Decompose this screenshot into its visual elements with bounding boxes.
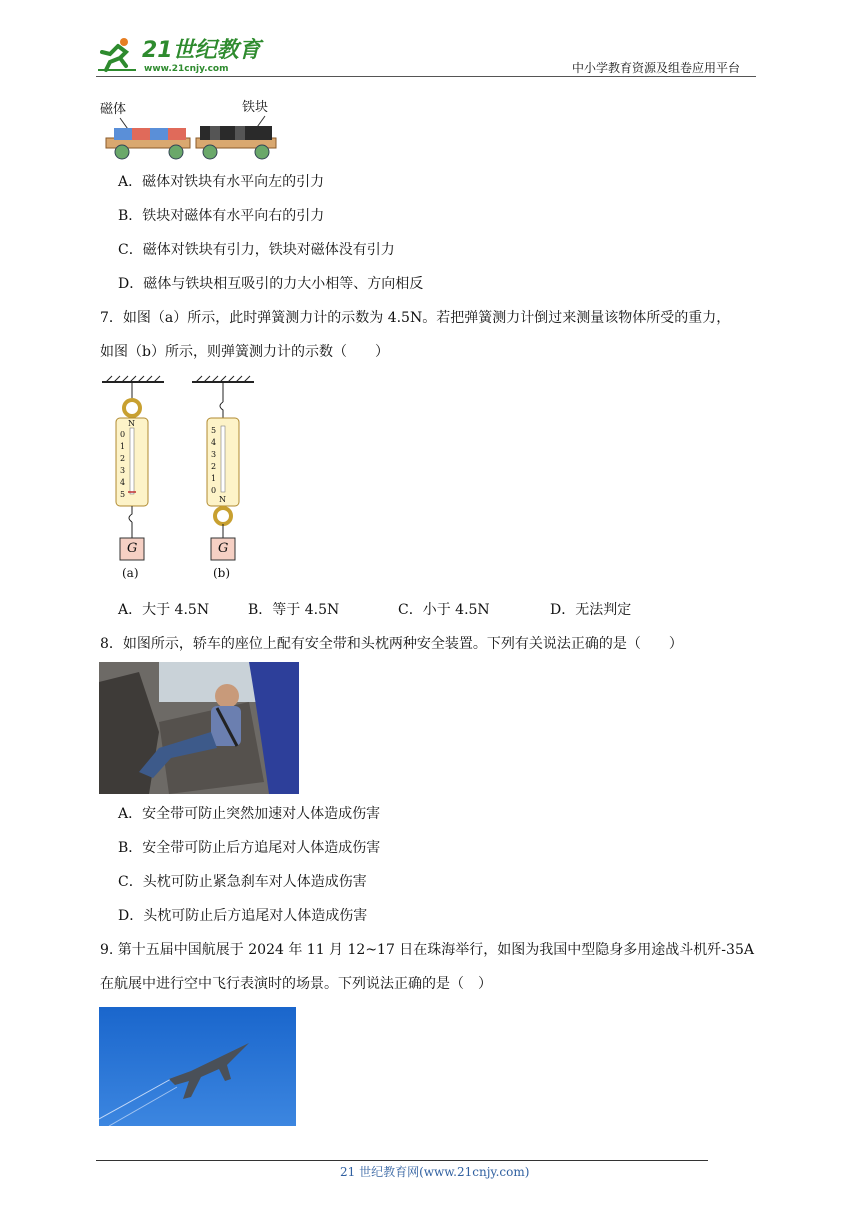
- q8-option-a: A．安全带可防止突然加速对人体造成伤害: [118, 806, 381, 822]
- weight-b-label: G: [218, 541, 229, 556]
- scale-a-mark-3: 3: [120, 466, 126, 475]
- scale-a-mark-5: 5: [120, 490, 126, 499]
- scale-b-mark-1: 1: [211, 474, 217, 483]
- header-right-text: 中小学教育资源及组卷应用平台: [572, 61, 741, 75]
- car-seat-drawing: [99, 662, 299, 794]
- iron-label: 铁块: [242, 100, 269, 115]
- fighter-jet-drawing: [99, 1007, 296, 1126]
- magnet-cart-figure: [100, 98, 280, 164]
- footer-divider: [96, 1160, 708, 1161]
- car-seat-photo: [99, 662, 299, 794]
- q6-option-d: D．磁体与铁块相互吸引的力大小相等、方向相反: [118, 276, 424, 292]
- q7-stem-line1: 7．如图（a）所示，此时弹簧测力计的示数为 4.5N。若把弹簧测力计倒过来测量该物体所受的重力，: [100, 310, 731, 326]
- logo-main-text: 21世纪教育: [142, 38, 261, 63]
- magnet-label: 磁体: [100, 102, 127, 117]
- q6-option-b: B．铁块对磁体有水平向右的引力: [118, 208, 325, 224]
- logo-url-text: www.21cnjy.com: [144, 64, 229, 74]
- scale-a-mark-0: 0: [120, 430, 126, 439]
- scale-a-unit: N: [128, 419, 135, 428]
- scale-a-mark-2: 2: [120, 454, 126, 463]
- q6-option-a: A．磁体对铁块有水平向左的引力: [118, 174, 325, 190]
- q7-option-d: D．无法判定: [550, 602, 632, 618]
- spring-scale-figure: [98, 372, 258, 586]
- fighter-jet-photo: [99, 1007, 296, 1126]
- header-logo: [96, 36, 266, 76]
- header-divider: [96, 76, 756, 77]
- q7-option-b: B．等于 4.5N: [248, 602, 340, 618]
- q8-option-c: C．头枕可防止紧急刹车对人体造成伤害: [118, 874, 367, 890]
- q8-option-d: D．头枕可防止后方追尾对人体造成伤害: [118, 908, 368, 924]
- scale-b-mark-3: 3: [211, 450, 217, 459]
- scale-b-mark-0: 0: [211, 486, 217, 495]
- q7-stem-line2: 如图（b）所示，则弹簧测力计的示数（ ）: [100, 344, 389, 360]
- q8-option-b: B．安全带可防止后方追尾对人体造成伤害: [118, 840, 381, 856]
- scale-b-unit: N: [219, 495, 226, 504]
- q7-option-c: C．小于 4.5N: [398, 602, 490, 618]
- weight-a-label: G: [127, 541, 138, 556]
- scale-b-mark-2: 2: [211, 462, 217, 471]
- scale-a-mark-4: 4: [120, 478, 126, 487]
- q9-stem-line1: 9. 第十五届中国航展于 2024 年 11 月 12~17 日在珠海举行，如图为我国中型隐身多用途战斗机歼-35A: [100, 942, 754, 958]
- q7-option-a: A．大于 4.5N: [118, 602, 210, 618]
- caption-a: (a): [122, 566, 139, 580]
- runner-logo-icon: [96, 36, 140, 74]
- scale-b-mark-4: 4: [211, 438, 217, 447]
- footer-text: 21 世纪教育网(www.21cnjy.com): [340, 1165, 530, 1179]
- carts-drawing: [100, 98, 280, 164]
- q6-option-c: C．磁体对铁块有引力，铁块对磁体没有引力: [118, 242, 395, 258]
- caption-b: (b): [213, 566, 231, 580]
- scale-a-mark-1: 1: [120, 442, 126, 451]
- q9-stem-line2: 在航展中进行空中飞行表演时的场景。下列说法正确的是（ ）: [100, 976, 492, 992]
- q8-stem: 8．如图所示，轿车的座位上配有安全带和头枕两种安全装置。下列有关说法正确的是（ ）: [100, 636, 683, 652]
- scale-b-mark-5: 5: [211, 426, 217, 435]
